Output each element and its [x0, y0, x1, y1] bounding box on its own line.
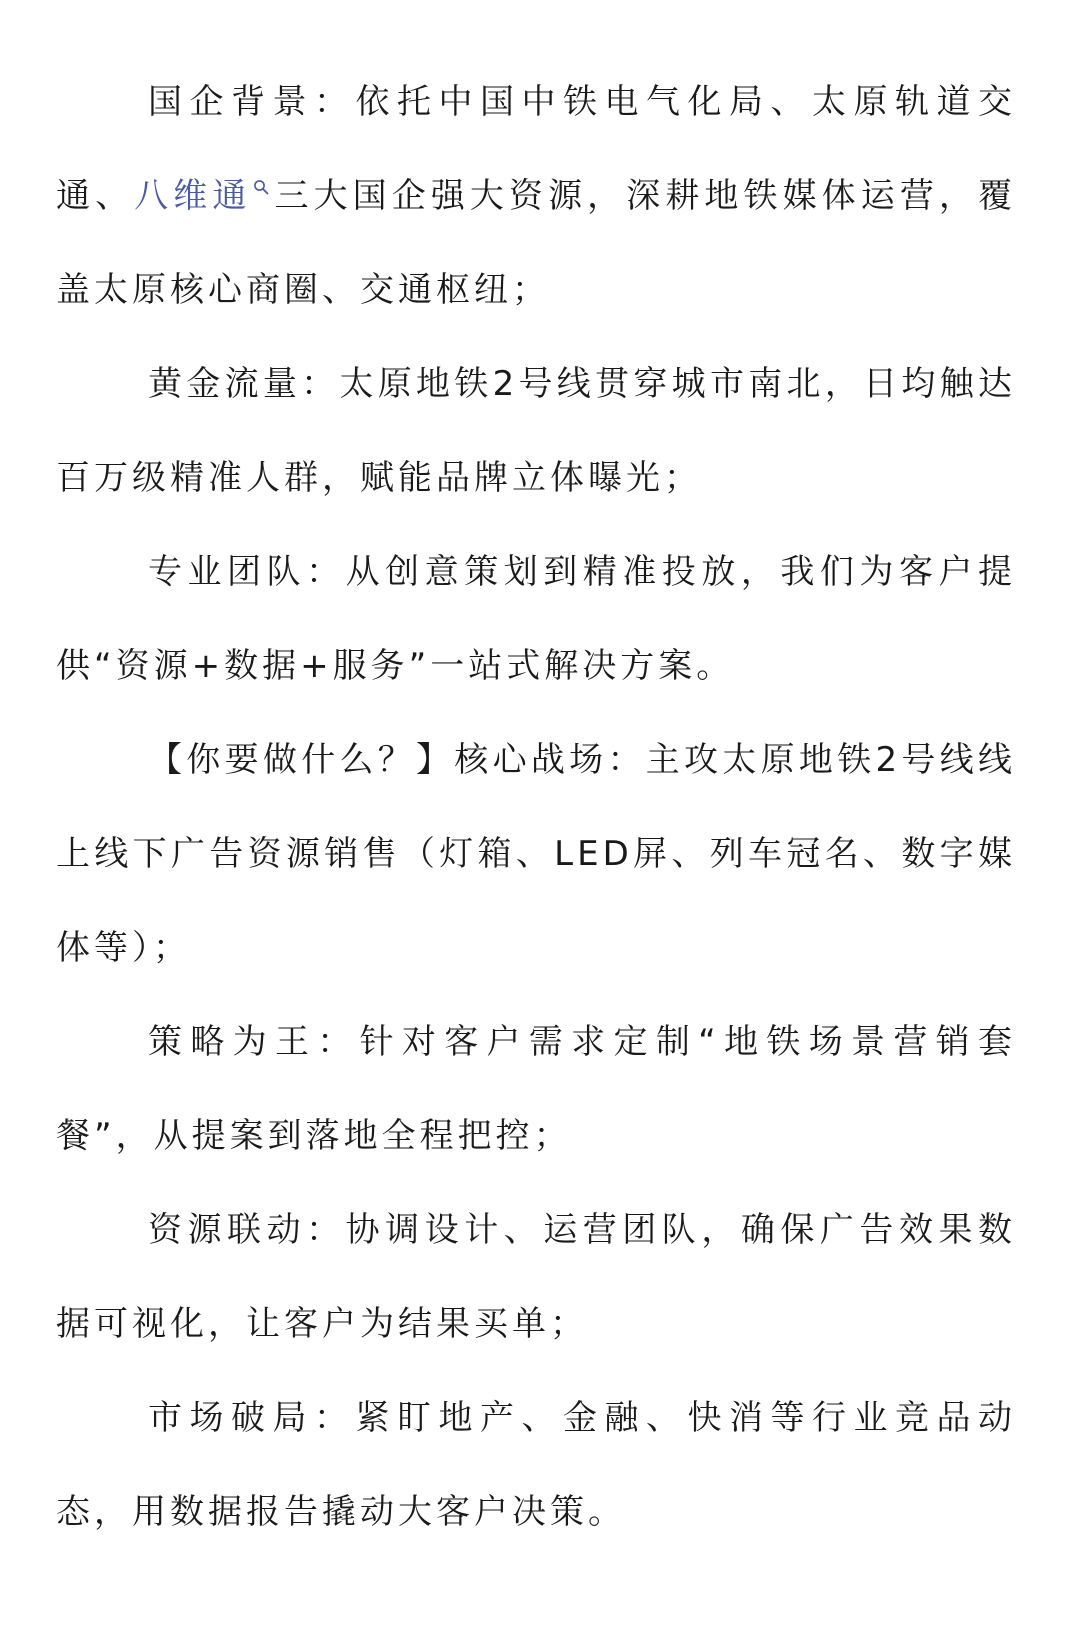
paragraph-golden-traffic: 黄金流量：太原地铁2号线贯穿城市南北，日均触达百万级精准人群，赋能品牌立体曝光；: [56, 364, 1016, 498]
paragraph-what-you-do: 【你要做什么？】核心战场：主攻太原地铁2号线线上线下广告资源销售（灯箱、LED屏、列车冠名、数字媒体等）；: [56, 740, 1016, 968]
paragraph-market-breakthrough: 市场破局：紧盯地产、金融、快消等行业竞品动态，用数据报告撬动大客户决策。: [56, 1398, 1016, 1532]
baweitong-link[interactable]: 八维通: [134, 176, 252, 216]
paragraph-text-before-link: 国企背景：依托中国中铁电气化局、太原轨道交通、: [56, 82, 1016, 216]
paragraph-resource-linkage: 资源联动：协调设计、运营团队，确保广告效果数据可视化，让客户为结果买单；: [56, 1210, 1016, 1344]
article-body: [56, 55, 1016, 1559]
paragraph-state-owned-background: [56, 55, 1016, 337]
paragraph-text-after-link: 三大国企强大资源，深耕地铁媒体运营，覆盖太原核心商圈、交通枢纽；: [56, 176, 1017, 310]
paragraph-professional-team: 专业团队：从创意策划到精准投放，我们为客户提供“资源+数据+服务”一站式解决方案。: [56, 552, 1016, 686]
paragraph-strategy: 策略为王：针对客户需求定制“地铁场景营销套餐”，从提案到落地全程把控；: [56, 1022, 1016, 1156]
search-icon[interactable]: [253, 179, 269, 195]
